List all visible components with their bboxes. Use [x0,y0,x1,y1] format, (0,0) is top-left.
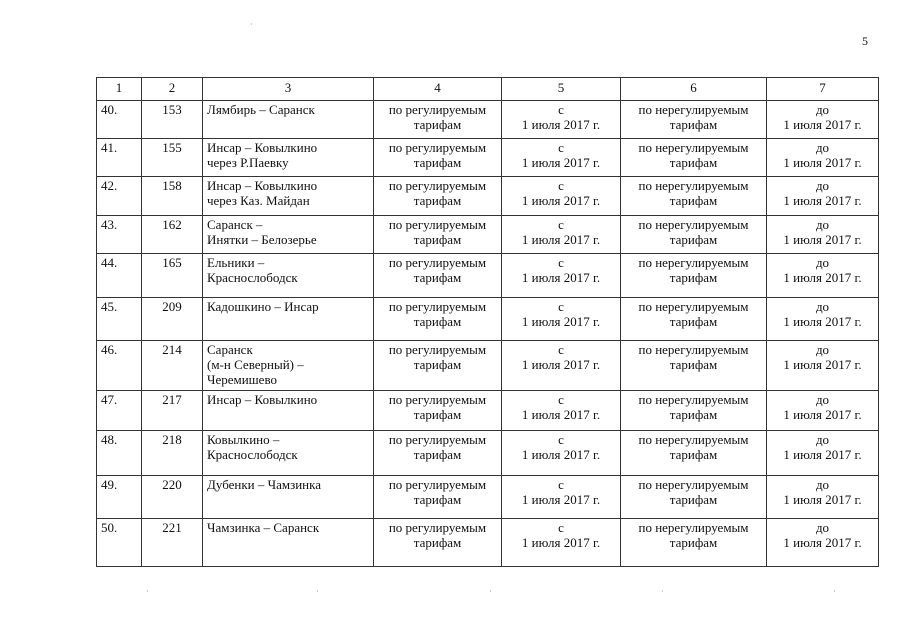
row-number-cell [97,519,142,567]
route-name-cell-line: Кадошкино – Инсар [207,299,319,314]
end-date-cell-line: до [815,178,830,193]
start-date-cell [502,431,621,476]
tariff-type-cell-line: по регулируемым [388,342,487,357]
route-number-cell-line: 165 [162,255,182,270]
tariff-type-cell-line: тарифам [413,314,462,329]
route-number-cell-line: 214 [162,342,182,357]
tariff-type-cell-line: тарифам [413,407,462,422]
route-number-cell [142,216,203,254]
route-name-cell-line: Инсар – Ковылкино [207,140,318,155]
route-number-cell-line: 209 [162,299,182,314]
route-name-cell-line: Краснослободск [207,270,298,285]
route-name-cell-line: Дубенки – Чамзинка [207,477,322,492]
tariff-type-cell [621,298,767,341]
route-name-cell [203,298,374,341]
tariff-type-cell-line: по регулируемым [388,102,487,117]
route-number-cell [142,391,203,431]
route-number-cell [142,431,203,476]
tariff-type-cell-line: по регулируемым [388,140,487,155]
tariff-type-cell-line: по нерегулируемым [638,255,749,270]
header-cell: 3 [203,78,374,101]
tariff-type-cell [621,431,767,476]
route-name-cell-line: Краснослободск [207,447,298,462]
route-name-cell [203,341,374,391]
end-date-cell [767,431,879,476]
route-number-cell-line: 155 [162,140,182,155]
end-date-cell-line: до [815,392,830,407]
start-date-cell-line: с [558,432,564,447]
tariff-type-cell [621,476,767,519]
tariff-type-cell [374,101,502,139]
end-date-cell-line: до [815,102,830,117]
table-header-row [97,78,879,101]
start-date-cell-line: с [558,342,564,357]
route-number-cell [142,519,203,567]
row-number-cell-line: 45. [101,299,118,314]
start-date-cell-line: 1 июля 2017 г. [521,314,601,329]
row-number-cell [97,177,142,216]
tariff-type-cell-line: по нерегулируемым [638,477,749,492]
start-date-cell-line: 1 июля 2017 г. [521,447,601,462]
tariff-type-cell [621,254,767,298]
end-date-cell-line: 1 июля 2017 г. [783,407,862,422]
start-date-cell-line: 1 июля 2017 г. [521,407,601,422]
tariff-type-cell-line: тарифам [669,407,718,422]
route-name-cell-line: Ельники – [207,255,265,270]
route-number-cell-line: 220 [162,477,182,492]
end-date-cell [767,341,879,391]
end-date-cell [767,216,879,254]
route-name-cell-line: Саранск [207,342,253,357]
route-number-cell-line: 158 [162,178,182,193]
tariff-type-cell-line: тарифам [413,232,462,247]
row-number-cell [97,139,142,177]
start-date-cell-line: с [558,299,564,314]
row-number-cell-line: 40. [101,102,118,117]
tariff-type-cell-line: тарифам [669,314,718,329]
start-date-cell-line: с [558,102,564,117]
end-date-cell-line: до [815,477,830,492]
tariff-type-cell-line: по регулируемым [388,392,487,407]
start-date-cell-line: 1 июля 2017 г. [521,492,601,507]
route-name-cell-line: Лямбирь – Саранск [207,102,315,117]
start-date-cell [502,476,621,519]
row-number-cell-line: 50. [101,520,118,535]
tariff-type-cell [621,101,767,139]
route-name-cell-line: Ковылкино – [207,432,280,447]
tariff-type-cell-line: по регулируемым [388,178,487,193]
table-row [97,476,879,519]
tariff-type-cell-line: тарифам [669,535,718,550]
route-name-cell [203,254,374,298]
route-name-cell-line: через Каз. Майдан [207,193,310,208]
end-date-cell-line: до [815,140,830,155]
tariff-type-cell-line: по регулируемым [388,217,487,232]
tariff-type-cell-line: по регулируемым [388,432,487,447]
start-date-cell-line: 1 июля 2017 г. [521,232,601,247]
end-date-cell [767,476,879,519]
start-date-cell-line: с [558,477,564,492]
route-number-cell-line: 217 [162,392,182,407]
table-row [97,391,879,431]
start-date-cell-line: с [558,178,564,193]
tariff-type-cell [621,139,767,177]
tariff-type-cell-line: тарифам [413,193,462,208]
row-number-cell-line: 48. [101,432,118,447]
route-name-cell [203,519,374,567]
tariff-type-cell-line: по регулируемым [388,255,487,270]
tariff-type-cell-line: тарифам [669,492,718,507]
end-date-cell [767,139,879,177]
tariff-type-cell-line: тарифам [413,117,462,132]
tariff-type-cell-line: по нерегулируемым [638,178,749,193]
end-date-cell-line: до [815,342,830,357]
route-number-cell [142,476,203,519]
tariff-type-cell-line: по нерегулируемым [638,342,749,357]
tariff-type-cell-line: тарифам [669,193,718,208]
tariff-type-cell-line: тарифам [669,357,718,372]
end-date-cell-line: до [815,255,830,270]
tariff-type-cell-line: тарифам [413,270,462,285]
route-number-cell [142,139,203,177]
end-date-cell-line: 1 июля 2017 г. [783,535,862,550]
route-name-cell-line: Чамзинка – Саранск [207,520,320,535]
page-number: 5 [862,34,868,48]
start-date-cell [502,254,621,298]
end-date-cell-line: 1 июля 2017 г. [783,232,862,247]
header-cell: 1 [97,78,142,101]
tariff-type-cell-line: по нерегулируемым [638,392,749,407]
end-date-cell-line: до [815,432,830,447]
row-number-cell [97,298,142,341]
end-date-cell [767,391,879,431]
tariff-type-cell [621,341,767,391]
tariff-type-cell [374,519,502,567]
route-number-cell [142,101,203,139]
row-number-cell-line: 42. [101,178,118,193]
route-name-cell [203,476,374,519]
end-date-cell-line: 1 июля 2017 г. [783,492,862,507]
route-name-cell-line: Саранск – [207,217,263,232]
start-date-cell [502,139,621,177]
tariff-type-cell-line: по нерегулируемым [638,102,749,117]
route-name-cell [203,431,374,476]
start-date-cell-line: 1 июля 2017 г. [521,357,601,372]
start-date-cell [502,177,621,216]
tariff-type-cell [374,139,502,177]
tariff-type-cell [374,341,502,391]
route-name-cell-line: через Р.Паевку [207,155,289,170]
tariff-type-cell-line: по нерегулируемым [638,217,749,232]
end-date-cell [767,101,879,139]
tariff-type-cell-line: тарифам [669,117,718,132]
row-number-cell-line: 46. [101,342,118,357]
start-date-cell [502,391,621,431]
tariff-type-cell-line: по регулируемым [388,299,487,314]
table-row [97,101,879,139]
tariff-type-cell-line: тарифам [413,492,462,507]
header-cell: 5 [502,78,621,101]
route-number-cell [142,298,203,341]
end-date-cell-line: до [815,217,830,232]
end-date-cell-line: 1 июля 2017 г. [783,447,862,462]
route-name-cell-line: Инсар – Ковылкино [207,178,318,193]
end-date-cell [767,298,879,341]
row-number-cell-line: 47. [101,392,118,407]
table-row [97,341,879,391]
start-date-cell [502,298,621,341]
route-name-cell-line: (м-н Северный) – [207,357,304,372]
start-date-cell-line: с [558,140,564,155]
route-name-cell-line: Черемишево [207,372,278,387]
end-date-cell-line: 1 июля 2017 г. [783,357,862,372]
row-number-cell-line: 44. [101,255,118,270]
start-date-cell-line: с [558,217,564,232]
route-number-cell-line: 221 [162,520,182,535]
tariff-type-cell-line: тарифам [669,155,718,170]
start-date-cell-line: 1 июля 2017 г. [521,117,601,132]
scan-speck: · [250,20,253,29]
tariff-type-cell [374,298,502,341]
route-number-cell [142,341,203,391]
route-name-cell [203,101,374,139]
row-number-cell [97,216,142,254]
route-number-cell [142,177,203,216]
row-number-cell [97,431,142,476]
start-date-cell-line: с [558,392,564,407]
tariff-type-cell-line: по нерегулируемым [638,140,749,155]
route-number-cell [142,254,203,298]
end-date-cell-line: 1 июля 2017 г. [783,193,862,208]
start-date-cell-line: с [558,520,564,535]
tariff-type-cell [374,216,502,254]
row-number-cell [97,101,142,139]
row-number-cell [97,341,142,391]
route-name-cell [203,391,374,431]
end-date-cell-line: 1 июля 2017 г. [783,117,862,132]
start-date-cell [502,341,621,391]
start-date-cell [502,216,621,254]
start-date-cell-line: с [558,255,564,270]
start-date-cell [502,519,621,567]
row-number-cell [97,254,142,298]
tariff-type-cell [374,254,502,298]
header-cell: 6 [621,78,767,101]
table-row [97,431,879,476]
end-date-cell [767,254,879,298]
tariff-type-cell-line: тарифам [413,535,462,550]
row-number-cell-line: 41. [101,140,118,155]
start-date-cell [502,101,621,139]
tariff-type-cell [374,476,502,519]
tariff-type-cell-line: тарифам [413,155,462,170]
table-row [97,298,879,341]
tariff-type-cell-line: тарифам [669,447,718,462]
start-date-cell-line: 1 июля 2017 г. [521,270,601,285]
route-name-cell [203,216,374,254]
row-number-cell [97,391,142,431]
end-date-cell-line: 1 июля 2017 г. [783,155,862,170]
header-cell: 4 [374,78,502,101]
tariff-type-cell [374,391,502,431]
route-name-cell-line: Инятки – Белозерье [207,232,317,247]
row-number-cell-line: 43. [101,217,118,232]
tariff-type-cell-line: тарифам [669,270,718,285]
start-date-cell-line: 1 июля 2017 г. [521,193,601,208]
header-cell: 7 [767,78,879,101]
tariff-type-cell-line: по нерегулируемым [638,520,749,535]
tariff-type-cell [621,391,767,431]
route-name-cell [203,139,374,177]
end-date-cell [767,519,879,567]
tariff-type-cell-line: тарифам [413,357,462,372]
tariff-type-cell [621,519,767,567]
end-date-cell-line: 1 июля 2017 г. [783,270,862,285]
route-number-cell-line: 218 [162,432,182,447]
tariff-type-cell-line: по регулируемым [388,520,487,535]
table-row [97,216,879,254]
tariff-type-cell [374,177,502,216]
tariff-type-cell-line: по нерегулируемым [638,299,749,314]
route-number-cell-line: 162 [162,217,182,232]
table-row [97,254,879,298]
route-number-cell-line: 153 [162,102,182,117]
table-row [97,519,879,567]
route-name-cell-line: Инсар – Ковылкино [207,392,318,407]
table-row [97,139,879,177]
tariff-type-cell [374,431,502,476]
tariff-type-cell-line: тарифам [413,447,462,462]
routes-table [96,77,879,567]
tariff-type-cell [621,216,767,254]
tariff-type-cell-line: по регулируемым [388,477,487,492]
route-name-cell [203,177,374,216]
end-date-cell-line: до [815,520,830,535]
scan-marks: · · · · · [146,587,836,596]
end-date-cell-line: до [815,299,830,314]
end-date-cell-line: 1 июля 2017 г. [783,314,862,329]
tariff-type-cell [621,177,767,216]
row-number-cell-line: 49. [101,477,118,492]
table-row [97,177,879,216]
start-date-cell-line: 1 июля 2017 г. [521,535,601,550]
start-date-cell-line: 1 июля 2017 г. [521,155,601,170]
header-cell: 2 [142,78,203,101]
end-date-cell [767,177,879,216]
tariff-type-cell-line: тарифам [669,232,718,247]
tariff-type-cell-line: по нерегулируемым [638,432,749,447]
row-number-cell [97,476,142,519]
